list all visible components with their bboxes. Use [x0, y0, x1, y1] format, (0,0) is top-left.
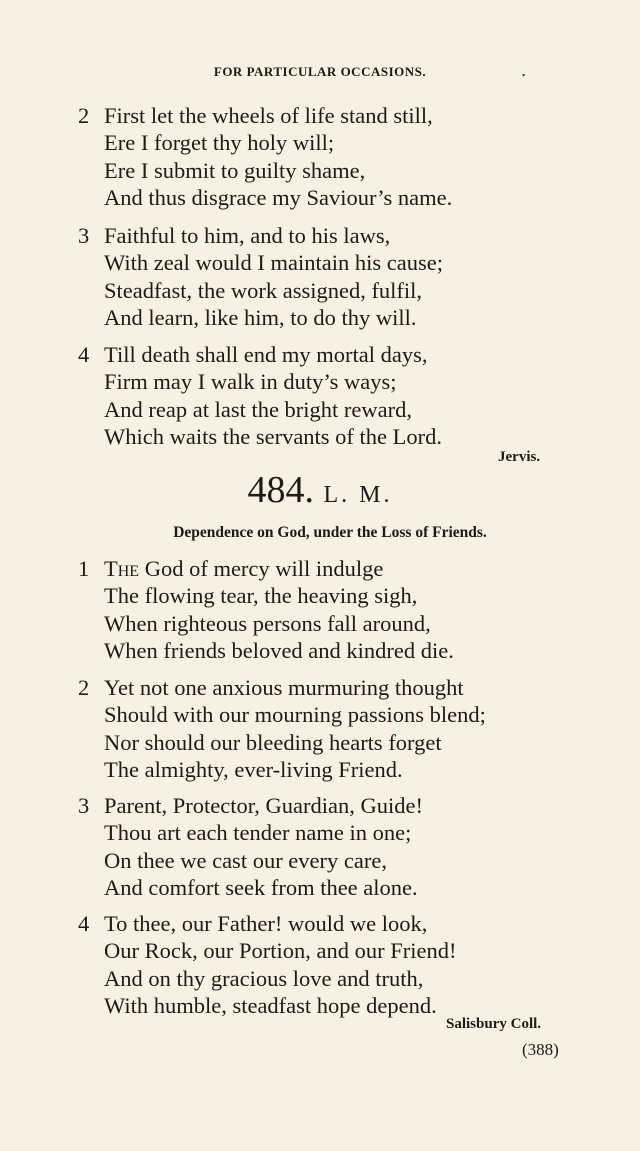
stanza-line: Which waits the servants of the Lord.: [104, 424, 443, 450]
stanza-prev-4: [78, 341, 442, 451]
author-attribution: Jervis.: [498, 449, 541, 465]
stanza-line: And comfort seek from thee alone.: [104, 875, 418, 901]
stanza-line: Thou art each tender name in one;: [104, 820, 412, 846]
stanza-line: Till death shall end my mortal days,: [104, 342, 428, 367]
stanza-line: On thee we cast our every care,: [104, 847, 387, 873]
hymn-title: [0, 468, 640, 512]
stanza-prev-3: [78, 222, 443, 332]
first-line-rest: God of mercy will indulge: [139, 556, 384, 581]
header-mark: .: [522, 64, 526, 79]
stanza-line: The flowing tear, the heaving sigh,: [104, 583, 418, 609]
stanza-line: And on thy gracious love and truth,: [104, 965, 424, 991]
stanza-line: To thee, our Father! would we look,: [104, 911, 428, 936]
stanza-number: 1: [78, 556, 90, 581]
stanza-number: 3: [78, 223, 90, 248]
stanza-line: Faithful to him, and to his laws,: [104, 223, 391, 248]
stanza-line: Yet not one anxious murmuring thought: [104, 675, 464, 700]
author-attribution: Salisbury Coll.: [446, 1016, 542, 1032]
stanza-line: [104, 555, 454, 582]
stanza-line: Firm may I walk in duty’s ways;: [104, 369, 397, 395]
stanza-line: Parent, Protector, Guardian, Guide!: [104, 793, 423, 818]
stanza-line: Nor should our bleeding hearts forget: [104, 729, 442, 755]
stanza-line: Our Rock, our Portion, and our Friend!: [104, 938, 457, 964]
hymn-meter: L. M.: [323, 482, 393, 508]
stanza-number: 2: [78, 675, 90, 700]
stanza-line: Ere I forget thy holy will;: [104, 130, 335, 156]
stanza-prev-2: [78, 102, 452, 212]
running-header: [0, 64, 640, 80]
stanza-line: The almighty, ever-living Friend.: [104, 757, 403, 783]
stanza-line: And learn, like him, to do thy will.: [104, 305, 417, 331]
stanza-line: When friends beloved and kindred die.: [104, 638, 454, 664]
stanza-number: 4: [78, 911, 90, 936]
stanza-line: When righteous persons fall around,: [104, 610, 431, 636]
stanza-line: First let the wheels of life stand still,: [104, 103, 433, 128]
running-title: FOR PARTICULAR OCCASIONS.: [213, 64, 427, 79]
hymn-number: 484.: [247, 469, 314, 511]
stanza-line: Ere I submit to guilty shame,: [104, 157, 366, 183]
stanza-number: 4: [78, 342, 90, 367]
stanza-line: And thus disgrace my Saviour’s name.: [104, 185, 453, 211]
stanza-line: And reap at last the bright reward,: [104, 396, 413, 422]
first-word: The: [104, 556, 140, 581]
stanza-number: 3: [78, 793, 90, 818]
stanza-3: [78, 792, 423, 902]
stanza-line: Should with our mourning passions blend;: [104, 702, 486, 728]
stanza-4: [78, 910, 456, 1020]
hymn-subtitle: Dependence on God, under the Loss of Friends.: [173, 524, 487, 541]
stanza-2: [78, 674, 486, 784]
stanza-line: With zeal would I maintain his cause;: [104, 250, 443, 276]
page-number: (388): [522, 1040, 559, 1059]
stanza-line: With humble, steadfast hope depend.: [104, 993, 437, 1019]
stanza-1: [78, 555, 454, 665]
stanza-line: Steadfast, the work assigned, fulfil,: [104, 277, 423, 303]
stanza-number: 2: [78, 103, 90, 128]
